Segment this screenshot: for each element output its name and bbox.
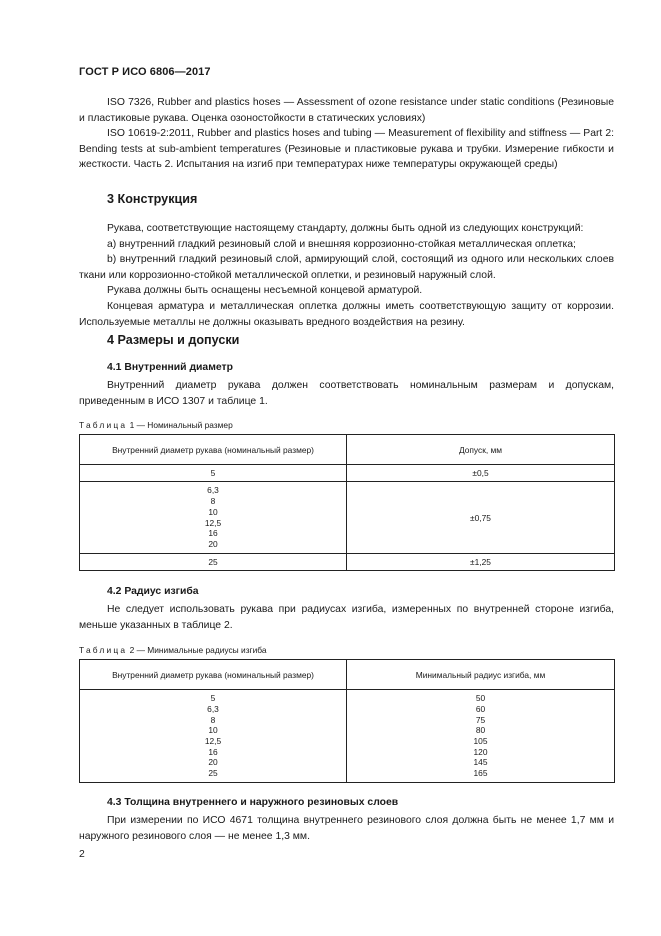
table-2-size-value: 8 <box>210 714 216 725</box>
table-2-size-value: 25 <box>208 768 218 779</box>
table-2-radius-value: 50 <box>475 693 486 704</box>
table-2 <box>79 659 615 783</box>
table-2-radius-value: 120 <box>473 746 488 757</box>
table-2-size-value: 20 <box>208 757 218 768</box>
section-3-corrosion: Концевая арматура и металлическая оплетка должны иметь соответствующую защиту от коррозии. Используемые металлы не должны оказывать вредного воздействия на резину. <box>79 300 614 328</box>
table-2-caption-title: 2 — Минимальные радиусы изгиба <box>129 645 267 655</box>
table-1-header-tolerance: Допуск, мм <box>347 435 615 465</box>
section-4-3-paragraph: При измерении по ИСО 4671 толщина внутреннего резинового слоя должна быть не менее 1,7 мм и наружного резинового слоя — не менее 1,3 мм. <box>79 815 614 842</box>
table-1-size-value: 16 <box>208 528 218 539</box>
table-1-caption-title: 1 — Номинальный размер <box>129 420 233 430</box>
table-1-tolerance-cell: ±0,5 <box>347 465 615 482</box>
table-1-size-value: 8 <box>210 496 216 507</box>
section-4-2-paragraph: Не следует использовать рукава при радиусах изгиба, измеренных по внутренней стороне изгиба, меньше указанных в таблице 2. <box>79 604 614 631</box>
table-2-radius-value: 165 <box>473 768 488 779</box>
table-1-tolerance-cell: ±1,25 <box>347 554 615 571</box>
table-2-header-radius: Минимальный радиус изгиба, мм <box>347 660 615 690</box>
document-header: ГОСТ Р ИСО 6806—2017 <box>79 66 211 78</box>
table-1-size-cell: 25 <box>80 554 347 571</box>
table-2-radius-list-cell <box>347 690 615 783</box>
table-1-caption-word: Таблица <box>79 420 128 430</box>
section-4-2-text <box>79 602 614 633</box>
table-row <box>80 482 615 554</box>
table-1-size-value: 10 <box>208 506 218 517</box>
table-1-header-diameter: Внутренний диаметр рукава (номинальный размер) <box>80 435 347 465</box>
table-row <box>80 554 615 571</box>
table-2-radius-value: 80 <box>475 725 486 736</box>
table-2-size-list-cell <box>80 690 347 783</box>
section-4-3-text <box>79 813 614 844</box>
section-4-1-heading: 4.1 Внутренний диаметр <box>107 362 233 373</box>
table-2-header-row <box>80 660 615 690</box>
table-2-header-diameter: Внутренний диаметр рукава (номинальный размер) <box>80 660 347 690</box>
table-row <box>80 465 615 482</box>
section-4-1-text <box>79 378 614 409</box>
table-1-size-value: 20 <box>208 538 218 549</box>
table-2-size-value: 12,5 <box>204 736 222 746</box>
table-1-tolerance-cell: ±0,75 <box>347 482 615 554</box>
section-4-heading: 4 Размеры и допуски <box>107 333 240 347</box>
table-2-radius-value: 75 <box>475 714 486 725</box>
table-2-radius-value: 60 <box>475 703 486 714</box>
section-3-heading: 3 Конструкция <box>107 192 198 206</box>
table-2-size-value: 5 <box>210 693 216 704</box>
table-2-size-value: 6,3 <box>207 703 219 714</box>
table-1 <box>79 434 615 571</box>
section-4-2-heading: 4.2 Радиус изгиба <box>107 586 199 597</box>
table-2-caption <box>79 645 267 655</box>
table-row <box>80 690 615 783</box>
table-1-size-value: 12,5 <box>204 517 222 528</box>
section-4-1-paragraph: Внутренний диаметр рукава должен соответствовать номинальным размерам и допускам, приведенным в ИСО 1307 и таблице 1. <box>79 380 614 407</box>
table-2-size-value: 10 <box>208 725 218 736</box>
page-number: 2 <box>79 849 85 860</box>
table-2-caption-word: Таблица <box>79 645 128 655</box>
section-3-option-b: b) внутренний гладкий резиновый слой, армирующий слой, состоящий из одного или нескольких слоев ткани или коррозионно-стойкой металлической оплетки, и резиновый наружный слой. <box>79 254 614 281</box>
table-2-radius-value: 145 <box>473 757 488 768</box>
references-block <box>79 95 614 173</box>
section-4-3-heading: 4.3 Толщина внутреннего и наружного резиновых слоев <box>107 797 399 808</box>
table-1-header-row <box>80 435 615 465</box>
section-3-option-a: a) внутренний гладкий резиновый слой и внешняя коррозионно-стойкая металлическая оплетка; <box>107 238 576 250</box>
reference-iso-7326: ISO 7326, Rubber and plastics hoses — Assessment of ozone resistance under static conditions (Резиновые и пластиковые рукава. Оценка озоностойкости в статических условиях) <box>79 97 614 124</box>
reference-iso-10619: ISO 10619-2:2011, Rubber and plastics hoses and tubing — Measurement of flexibility and stiffness — Part 2: Bending tests at sub-ambient temperatures (Резиновые и пластиковые рукава и трубки. Измерение гибкости и жесткости. Часть 2. Испытания на изгиб при температурах ниже температуры окружающей среды) <box>79 128 614 171</box>
section-3-fittings: Рукава должны быть оснащены несъемной концевой арматурой. <box>107 285 423 297</box>
table-1-size-value: 6,3 <box>207 485 219 496</box>
table-1-size-list-cell <box>80 482 347 554</box>
table-1-caption <box>79 420 233 430</box>
section-3-intro: Рукава, соответствующие настоящему стандарту, должны быть одной из следующих конструкций: <box>107 223 584 234</box>
table-1-size-cell: 5 <box>80 465 347 482</box>
table-2-radius-value: 105 <box>473 736 488 746</box>
section-3-body <box>79 221 614 330</box>
table-2-size-value: 16 <box>208 746 218 757</box>
